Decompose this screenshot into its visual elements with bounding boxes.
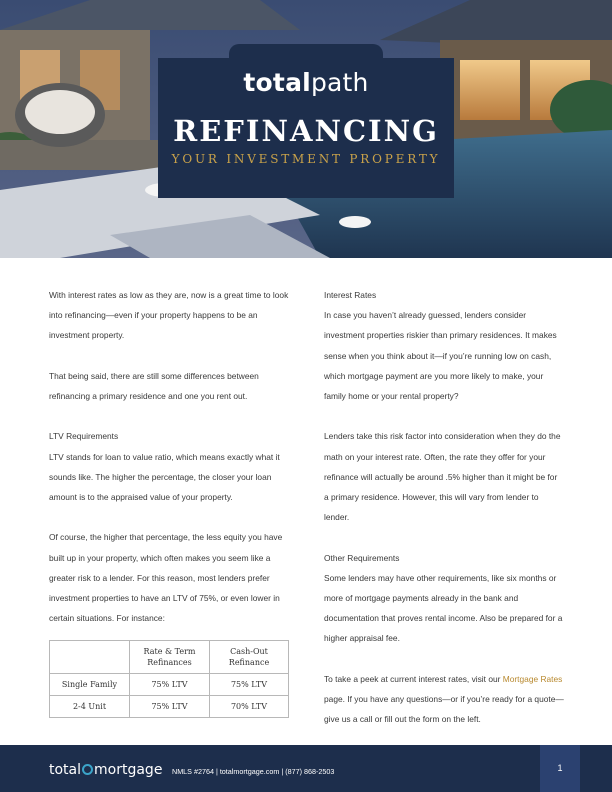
page-subtitle: YOUR INVESTMENT PROPERTY [171,152,441,166]
difference-paragraph: That being said, there are still some differences between refinancing a primary residence and one you rent out. [49,370,259,401]
left-column [49,285,289,628]
total-mortgage-logo [49,762,162,778]
totalpath-logo [158,68,454,97]
footer-logo-left: total [49,762,82,778]
table-row [50,696,289,718]
interest-rates-paragraph: In case you haven’t already guessed, lenders consider investment properties riskier than primary residences. It makes sense when you think about it—if you’re running low on cash, which mortgage payment are you more likely to make, your family home or your rental property? [324,310,557,402]
table-cell: 70% LTV [210,696,289,718]
table-row [50,674,289,696]
footer [0,745,612,792]
hero-photo [0,0,612,258]
logo-light-text: path [310,68,369,97]
table-header-row [50,641,289,674]
ltv-heading: LTV Requirements [49,431,119,442]
footer-contact-info: NMLS #2764 | totalmortgage.com | (877) 868-2503 [172,767,335,776]
table-header-cell [50,641,130,674]
page-number-box [540,745,580,792]
table-cell: 2-4 Unit [50,696,130,718]
table-header-cell: Rate & Term Refinances [130,641,210,674]
cta-paragraph [324,669,564,730]
right-column [324,285,564,729]
page-number: 1 [557,763,563,773]
logo-bold-text: total [243,68,311,97]
title-banner [158,58,454,198]
interest-rates-heading: Interest Rates [324,290,377,300]
table-cell: Single Family [50,674,130,696]
cta-text: page. If you have any questions—or if you’re ready for a quote—give us a call or fill out the form on the left. [324,694,564,725]
logo-circle-icon [82,764,93,775]
risk-paragraph: Lenders take this risk factor into consideration when they do the math on your interest rate. Often, the rate they offer for your refinance will actually be around .5% higher than it might be for a primary residence. However, this will vary from lender to lender. [324,431,561,523]
cta-text: To take a peek at current interest rates, visit our [324,673,503,684]
table-header-cell: Cash-Out Refinance [210,641,289,674]
other-requirements-heading: Other Requirements [324,552,400,563]
ltv-table [49,640,289,718]
equity-paragraph: Of course, the higher that percentage, the less equity you have built up in your property, which often makes you seem like a greater risk to a lender. For this reason, most lenders prefer investment properties to have an LTV of 75%, or even lower in certain situations. For instance: [49,532,283,624]
footer-logo-right: mortgage [94,762,163,778]
mortgage-rates-link[interactable]: Mortgage Rates [502,673,563,684]
intro-paragraph: With interest rates as low as they are, now is a great time to look into refinancing—even if your property happens to be an investment property. [49,290,289,341]
table-cell: 75% LTV [130,696,210,718]
page-title: REFINANCING [173,114,439,148]
ltv-paragraph: LTV stands for loan to value ratio, which means exactly what it sounds like. The higher the percentage, the closer your loan amount is to the appraised value of your property. [49,451,280,502]
other-requirements-paragraph: Some lenders may have other requirements, like six months or more of mortgage payments already in the bank and documentation that proves rental income. Also be prepared for a higher appraisal fee. [324,572,563,644]
table-cell: 75% LTV [130,674,210,696]
table-cell: 75% LTV [210,674,289,696]
